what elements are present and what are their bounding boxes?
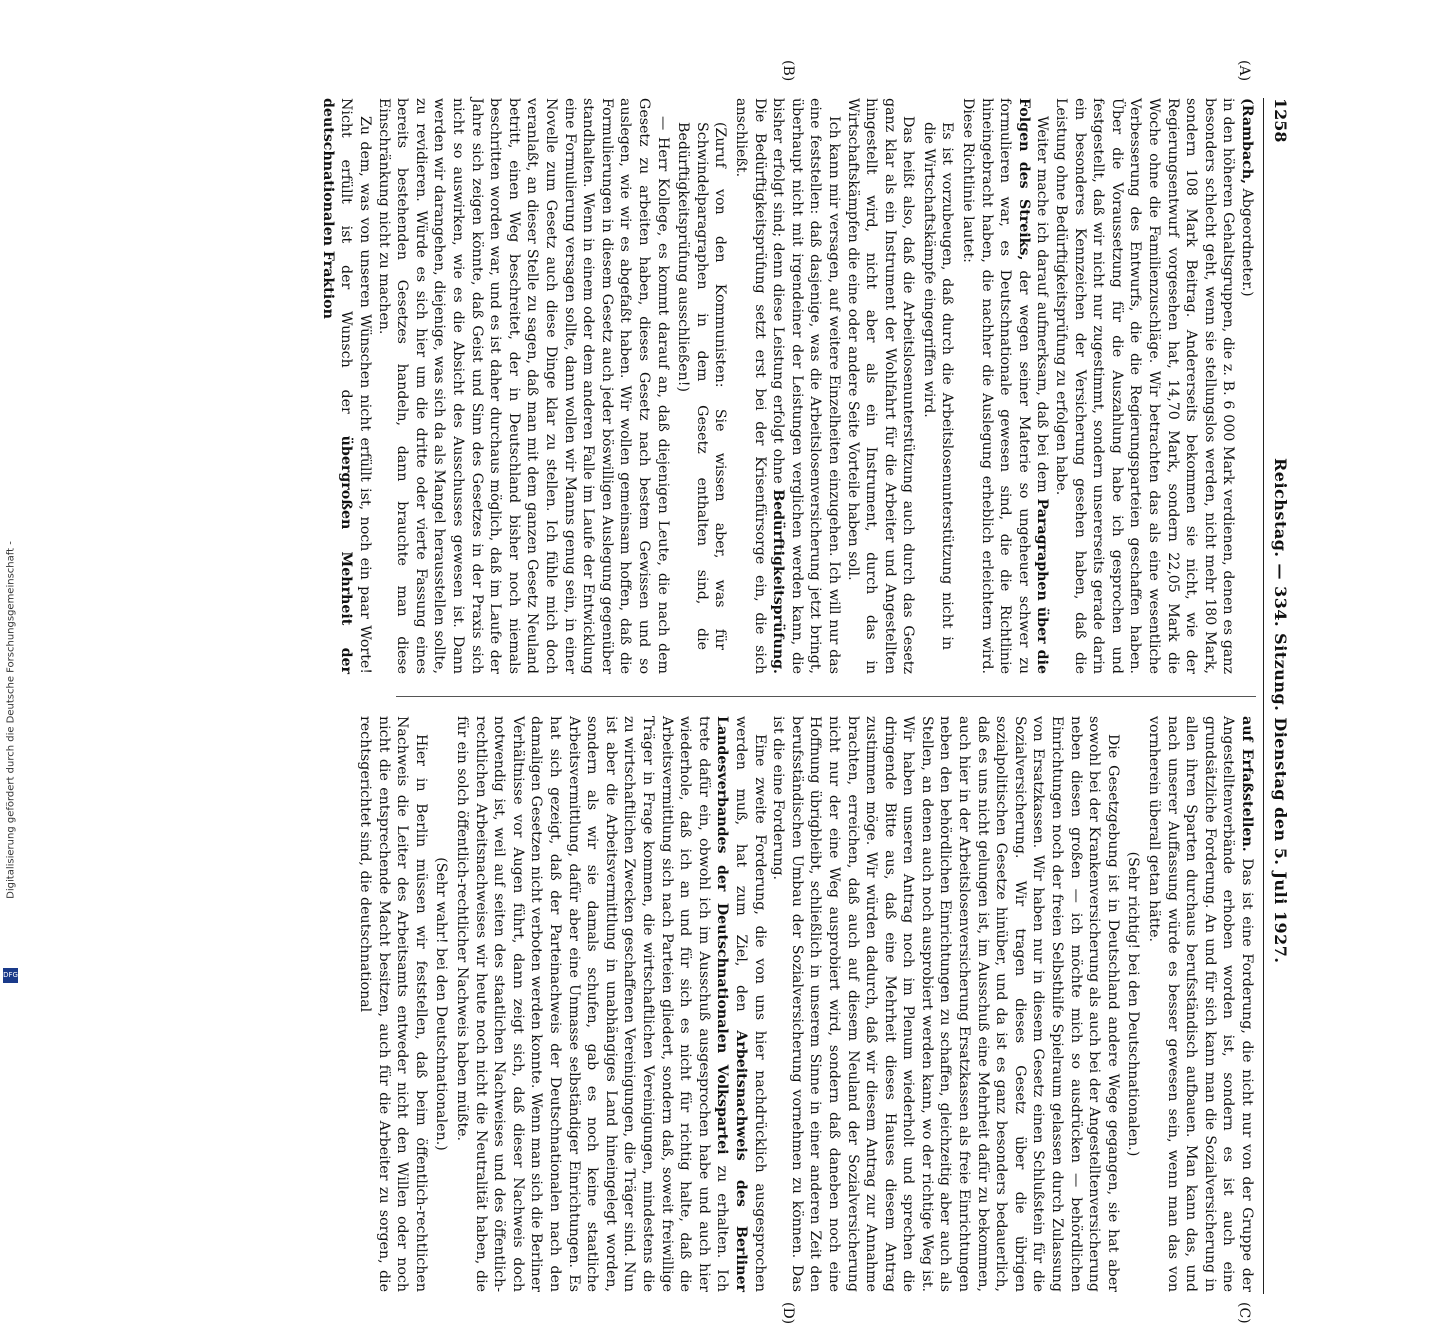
paragraph: Das heißt also, daß die Arbeitslosenunterstützung auch durch das Gesetz ganz klar als ein Instrument der Wohlfahrt für die Arbeiter und Angestellten hingestellt wird, nicht aber als ein Instrument, durch das in Wirtschaftskämpfen die eine oder andere Seite Vorteile haben soll. — [844, 98, 917, 674]
paragraph: auf Erfaßstellen. Das ist eine Forderung, die nicht nur von der Gruppe der Angestelltenverbände erhoben worden ist, sondern es ist auch eine grundsätzliche Forderung. An und für sich kann man die Sozialversicherung in allen ihren Sparten durchaus berufsständisch aufbauen. Man kann das, und nach unserer Auffassung würde es besser gewesen sein, wenn man das von vornherein überall getan hätte. — [1146, 716, 1255, 1292]
interjection: (Sehr richtig! bei den Deutschnationalen.) — [1125, 851, 1142, 1157]
session-title: Reichstag. — 334. Sitzung. Dienstag den 5. Juli 1927. — [1271, 458, 1290, 964]
digitization-credit — [2, 0, 20, 1000]
paragraph: Die Gesetzgebung ist in Deutschland andere Wege gegangen, sie hat aber sowohl bei der Krankenversicherung als auch bei der Angestelltenversicherung neben diesen großen — ich möchte mich so ausdrücken — behördlichen Einrichtungen noch der freien Selbsthilfe Spielraum gelassen durch Zulassung von Ersatzkassen. Wir haben nur in diesem Gesetz einen Schlußstein für die Sozialversicherung. Wir tragen dieses Gesetz über die übrigen sozialpolitischen Gesetze hinüber, und da ist es ganz besonders bedauerlich, daß es uns nicht gelungen ist, im Ausschuß eine Mehrheit dafür zu bekommen, auch hier in der Arbeitslosenversicherung Ersatzkassen als freie Einrichtungen neben den behördlichen Einrichtungen zu schaffen, gleichzeitig aber auch als Stellen, an denen auch noch ausprobiert werden kann, wo der richtige Weg ist. Wir haben unseren Antrag noch im Plenum wiederholt und sprechen die dringende Bitte aus, daß eine Mehrheit dieses Hauses diesem Antrag zustimmen möge. Wir würden dadurch, daß wir diesem Antrag zur Annahme brachten, erreichen, daß auch auf diesem Neuland der Sozialversicherung nicht nur der eine Weg ausprobiert wird, sondern daß daneben noch eine Hoffnung übrigbleibt, schließlich in unserem Sinne in einer anderen Zeit den berufsständischen Umbau der Sozialversicherung vornehmen zu können. Das ist die eine Forderung. — [770, 716, 1121, 1292]
interjection: (Zuruf von den Kommunisten: Sie wissen aber, was für Schwindelparagraphen in dem Gesetz enthalten sind, die Bedürftigkeitsprüfung ausschließen!) — [675, 122, 729, 650]
document-page — [96, 60, 1296, 1324]
left-column — [319, 98, 1256, 675]
paragraph: Zu dem, was von unseren Wünschen nicht erfüllt ist, noch ein paar Worte! Nicht erfüllt ist der Wunsch der übergroßen Mehrheit der deutschnationalen Fraktion — [319, 98, 374, 674]
quotation: Es ist vorzubeugen, daß durch die Arbeitslosenunterstützung nicht in die Wirtschaftskämpfe eingegriffen wird. — [920, 122, 956, 650]
header-divider — [1263, 98, 1264, 1294]
dfg-logo: DFG — [3, 968, 18, 983]
right-column — [357, 716, 1256, 1292]
paragraph: (Rambach, Abgeordneter.) — [1239, 98, 1255, 297]
interjection: (Sehr wahr! bei den Deutschnationalen.) — [433, 857, 450, 1151]
margin-mark-a: (A) — [1236, 60, 1252, 82]
paragraph: Hier in Berlin müssen wir feststellen, daß beim öffentlich-rechtlichen Nachweis die Leiter des Arbeitsamts entweder nicht den Willen oder noch nicht die entsprechende Macht besitzen, auch für die Arbeiter zu sorgen, die rechtsgerichtet sind, die deutschnational — [357, 716, 429, 1292]
margin-mark-c: (C) — [1236, 1302, 1252, 1324]
paragraph: Weiter mache ich darauf aufmerksam, daß bei dem Paragraphen über die Folgen des Streiks, der wegen seiner Materie so ungeheuer schwer zu formulieren war, es Deutschnationale gewesen sind, die die Richtlinie hineingebracht haben, die nachher die Auslegung erheblich erleichtern wird. Diese Richtlinie lautet: — [960, 98, 1051, 675]
paragraph: — Herr Kollege, es kommt darauf an, daß diejenigen Leute, die nach dem Gesetz zu arbeiten haben, dieses Gesetz nach bestem Gewissen und so auslegen, wie wir es abgefaßt haben. Wir wollen gemeinsam hoffen, daß die Formulierungen in diesem Gesetz auch jeder böswilligen Auslegung gegenüber standhalten. Wenn in einem oder dem anderen Falle im Laufe der Entwicklung eine Formulierung versagen sollte, dann wollen wir Manns genug sein, in einer Novelle zum Gesetz auch diese Dinge klar zu stellen. Ich fühle mich doch veranlaßt, an dieser Stelle zu sagen, daß man mit dem ganzen Gesetz Neuland betritt, einen Weg beschreitet, der in Deutschland bisher noch niemals beschritten worden war, und es ist daher durchaus möglich, daß im Laufe der Jahre sich zeigen könnte, daß Geist und Sinn des Gesetzes in der Praxis sich nicht so auswirken, wie es die Absicht des Ausschusses gewesen ist. Dann werden wir darangehen, diejenige, was sich da als Mangel herausstellen sollte, zu revidieren. Würde es sich hier um die dritte oder vierte Fassung eines bereits bestehenden Gesetzes handeln, dann brauchte man diese Einschränkung nicht zu machen. — [375, 98, 671, 674]
credit-text: Digitalisierung gefördert durch die Deutsche Forschungsgemeinschaft - — [5, 541, 17, 899]
margin-mark-d: (D) — [780, 1302, 796, 1324]
column-divider — [396, 696, 1256, 697]
paragraph: Eine zweite Forderung, die von uns hier nachdrücklich ausgesprochen werden muß, hat zum Ziel, den Arbeitsnachweis des Berliner Landesverbandes der Deutschnationalen Volkspartei zu erhalten. Ich trete dafür ein, obwohl ich im Ausschuß ausgesprochen habe und auch hier wiederhole, daß ich an und für sich es nicht für richtig halte, daß die Arbeitsvermittlung sich nach Parteien gliedert, sondern daß, soweit freiwillige Träger in Frage kommen, die wirtschaftlichen Vereinigungen, mindestens die zu wirtschaftlichen Zwecken geschaffenen Vereinigungen, die Träger sind. Nun ist aber die Arbeitsvermittlung in unabhängiges Land hineingelegt worden, sondern als wir sie damals schufen, gab es noch keine staatliche Arbeitsvermittlung, dafür aber eine Unmasse selbständiger Einrichtungen. Es hat sich gezeigt, daß der Parteinachweis der Deutschnationalen nach den damaligen Gesetzen nicht verboten werden konnte. Wenn man sich die Berliner Verhältnisse vor Augen führt, dann zeigt sich, daß dieser Nachweis doch notwendig ist, weil auf seiten des staatlichen Nachweises und des öffentlich-rechtlichen Arbeitsnachweises wir heute noch nicht die Neutralität haben, die für ein solch öffentlich-rechtlicher Nachweis haben müßte. — [454, 716, 768, 1292]
paragraph: Ich kann mir versagen, auf weitere Einzelheiten einzugehen. Ich will nur das eine feststellen: daß dasjenige, was die Arbeitslosenversicherung jetzt bringt, überhaupt nicht mit irgendeiner der Leistungen verglichen werden kann, die bisher erfolgt sind; denn diese Leistung erfolgt ohne Bedürftigkeitsprüfung. Die Bedürftigkeitsprüfung setzt erst bei der Krisenfürsorge ein, die sich anschließt. — [732, 98, 842, 674]
paragraph: in den höheren Gehaltsgruppen, die z. B. 6 000 Mark verdienen, denen es ganz besonders schlecht geht, wenn sie stellungslos werden, nicht mehr 180 Mark, sondern 108 Mark Beitrag. Andererseits bekommen sie nicht, wie der Regierungsentwurf vorgesehen hat, 14,70 Mark, sondern 22,05 Mark die Woche ohne die Familienzuschläge. Wir betrachten das als eine wesentliche Verbesserung des Entwurfs, die die Regierungsparteien geschaffen haben. Über die Voraussetzung für die Auszahlung habe ich gesprochen und festgestellt, daß wir nicht nur zugestimmt, sondern unsererseits gerade darin ein besonderes Kennzeichen der Versicherung gesehen haben, daß die Leistung ohne Bedürftigkeitsprüfung zu erfolgen habe. — [1053, 98, 1237, 674]
page-header — [1262, 98, 1296, 1298]
page-number: 1258 — [1271, 98, 1290, 143]
margin-mark-b: (B) — [780, 60, 796, 82]
